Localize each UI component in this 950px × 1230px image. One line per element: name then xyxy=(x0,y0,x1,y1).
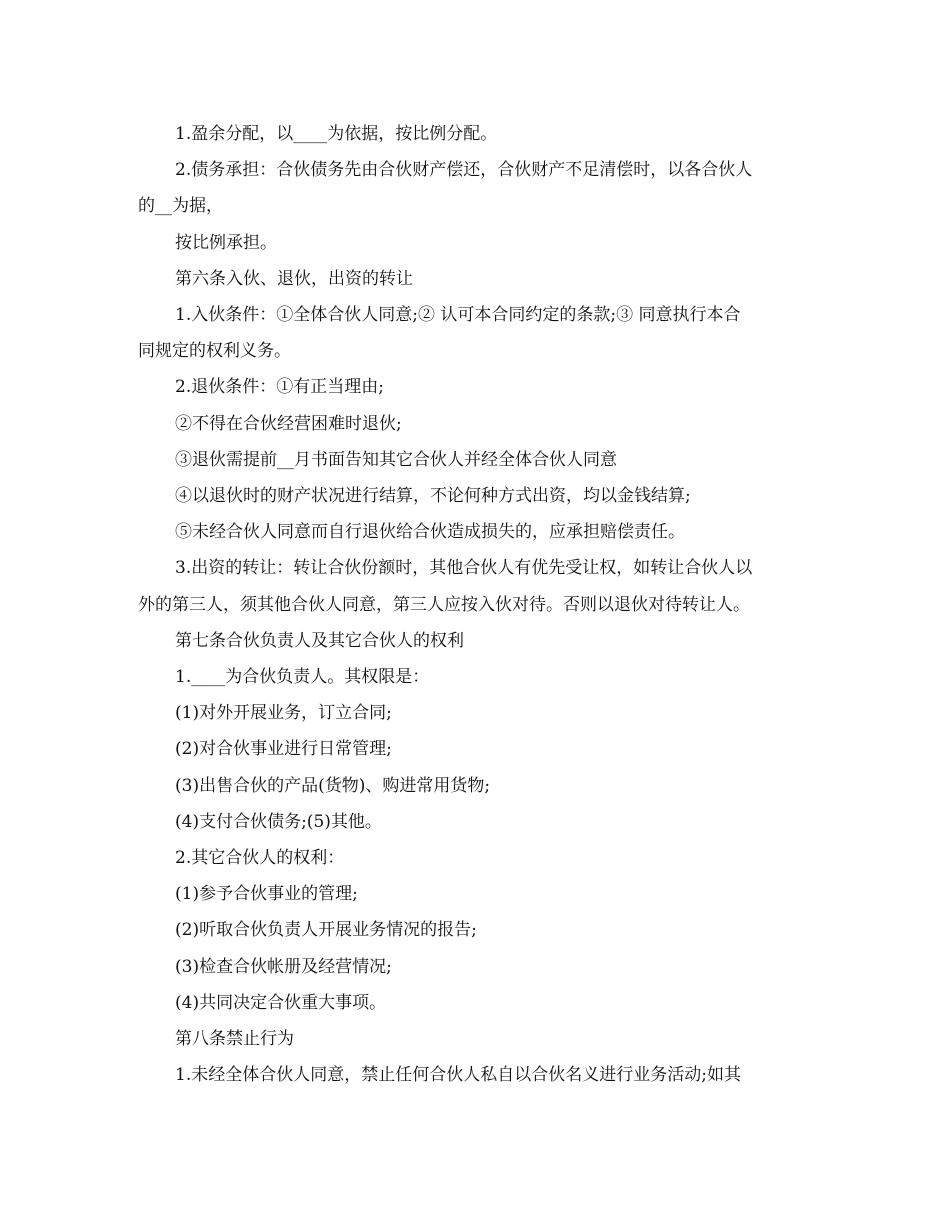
paragraph-line: 按比例承担。 xyxy=(175,232,277,253)
paragraph-line: 的__为据， xyxy=(138,196,223,217)
paragraph-line: 同规定的权利义务。 xyxy=(138,341,291,362)
paragraph-line: 1.入伙条件：①全体合伙人同意;② 认可本合同约定的条款;③ 同意执行本合 xyxy=(175,305,741,326)
paragraph-line: ②不得在合伙经营困难时退伙; xyxy=(175,413,402,434)
section-heading: 第七条合伙负责人及其它合伙人的权利 xyxy=(175,630,464,651)
paragraph-line: ③退伙需提前__月书面告知其它合伙人并经全体合伙人同意 xyxy=(175,449,617,470)
section-heading: 第六条入伙、退伙，出资的转让 xyxy=(175,268,413,289)
paragraph-line: (4)支付合伙债务;(5)其他。 xyxy=(175,811,382,832)
document-body xyxy=(138,116,818,1093)
paragraph-line: (2)对合伙事业进行日常管理; xyxy=(175,739,392,760)
paragraph-line: 1.盈余分配，以____为依据，按比例分配。 xyxy=(175,124,498,144)
paragraph-line: (1)对外开展业务，订立合同; xyxy=(175,703,392,724)
paragraph-line: 2.其它合伙人的权利： xyxy=(175,848,345,869)
paragraph-line: ⑤未经合伙人同意而自行退伙给合伙造成损失的，应承担赔偿责任。 xyxy=(175,522,685,543)
paragraph-line: (3)检查合伙帐册及经营情况; xyxy=(175,956,392,977)
paragraph-line: (3)出售合伙的产品(货物)、购进常用货物; xyxy=(175,775,491,796)
paragraph-line: 1.____为合伙负责人。其权限是： xyxy=(175,667,430,688)
paragraph-line: 外的第三人，须其他合伙人同意，第三人应按入伙对待。否则以退伙对待转让人。 xyxy=(138,594,750,615)
paragraph-line: 3.出资的转让：转让合伙份额时，其他合伙人有优先受让权，如转让合伙人以 xyxy=(175,558,753,579)
paragraph-line: 1.未经全体合伙人同意，禁止任何合伙人私自以合伙名义进行业务活动;如其 xyxy=(175,1065,741,1086)
paragraph-line: (4)共同决定合伙重大事项。 xyxy=(175,992,387,1013)
section-heading: 第八条禁止行为 xyxy=(175,1029,294,1050)
paragraph-line: (1)参予合伙事业的管理; xyxy=(175,884,358,905)
paragraph-line: 2.债务承担：合伙债务先由合伙财产偿还，合伙财产不足清偿时，以各合伙人 xyxy=(175,160,753,181)
paragraph-line: 2.退伙条件：①有正当理由; xyxy=(175,377,384,398)
paragraph-line: (2)听取合伙负责人开展业务情况的报告; xyxy=(175,920,477,941)
paragraph-line: ④以退伙时的财产状况进行结算，不论何种方式出资，均以金钱结算; xyxy=(175,486,691,507)
